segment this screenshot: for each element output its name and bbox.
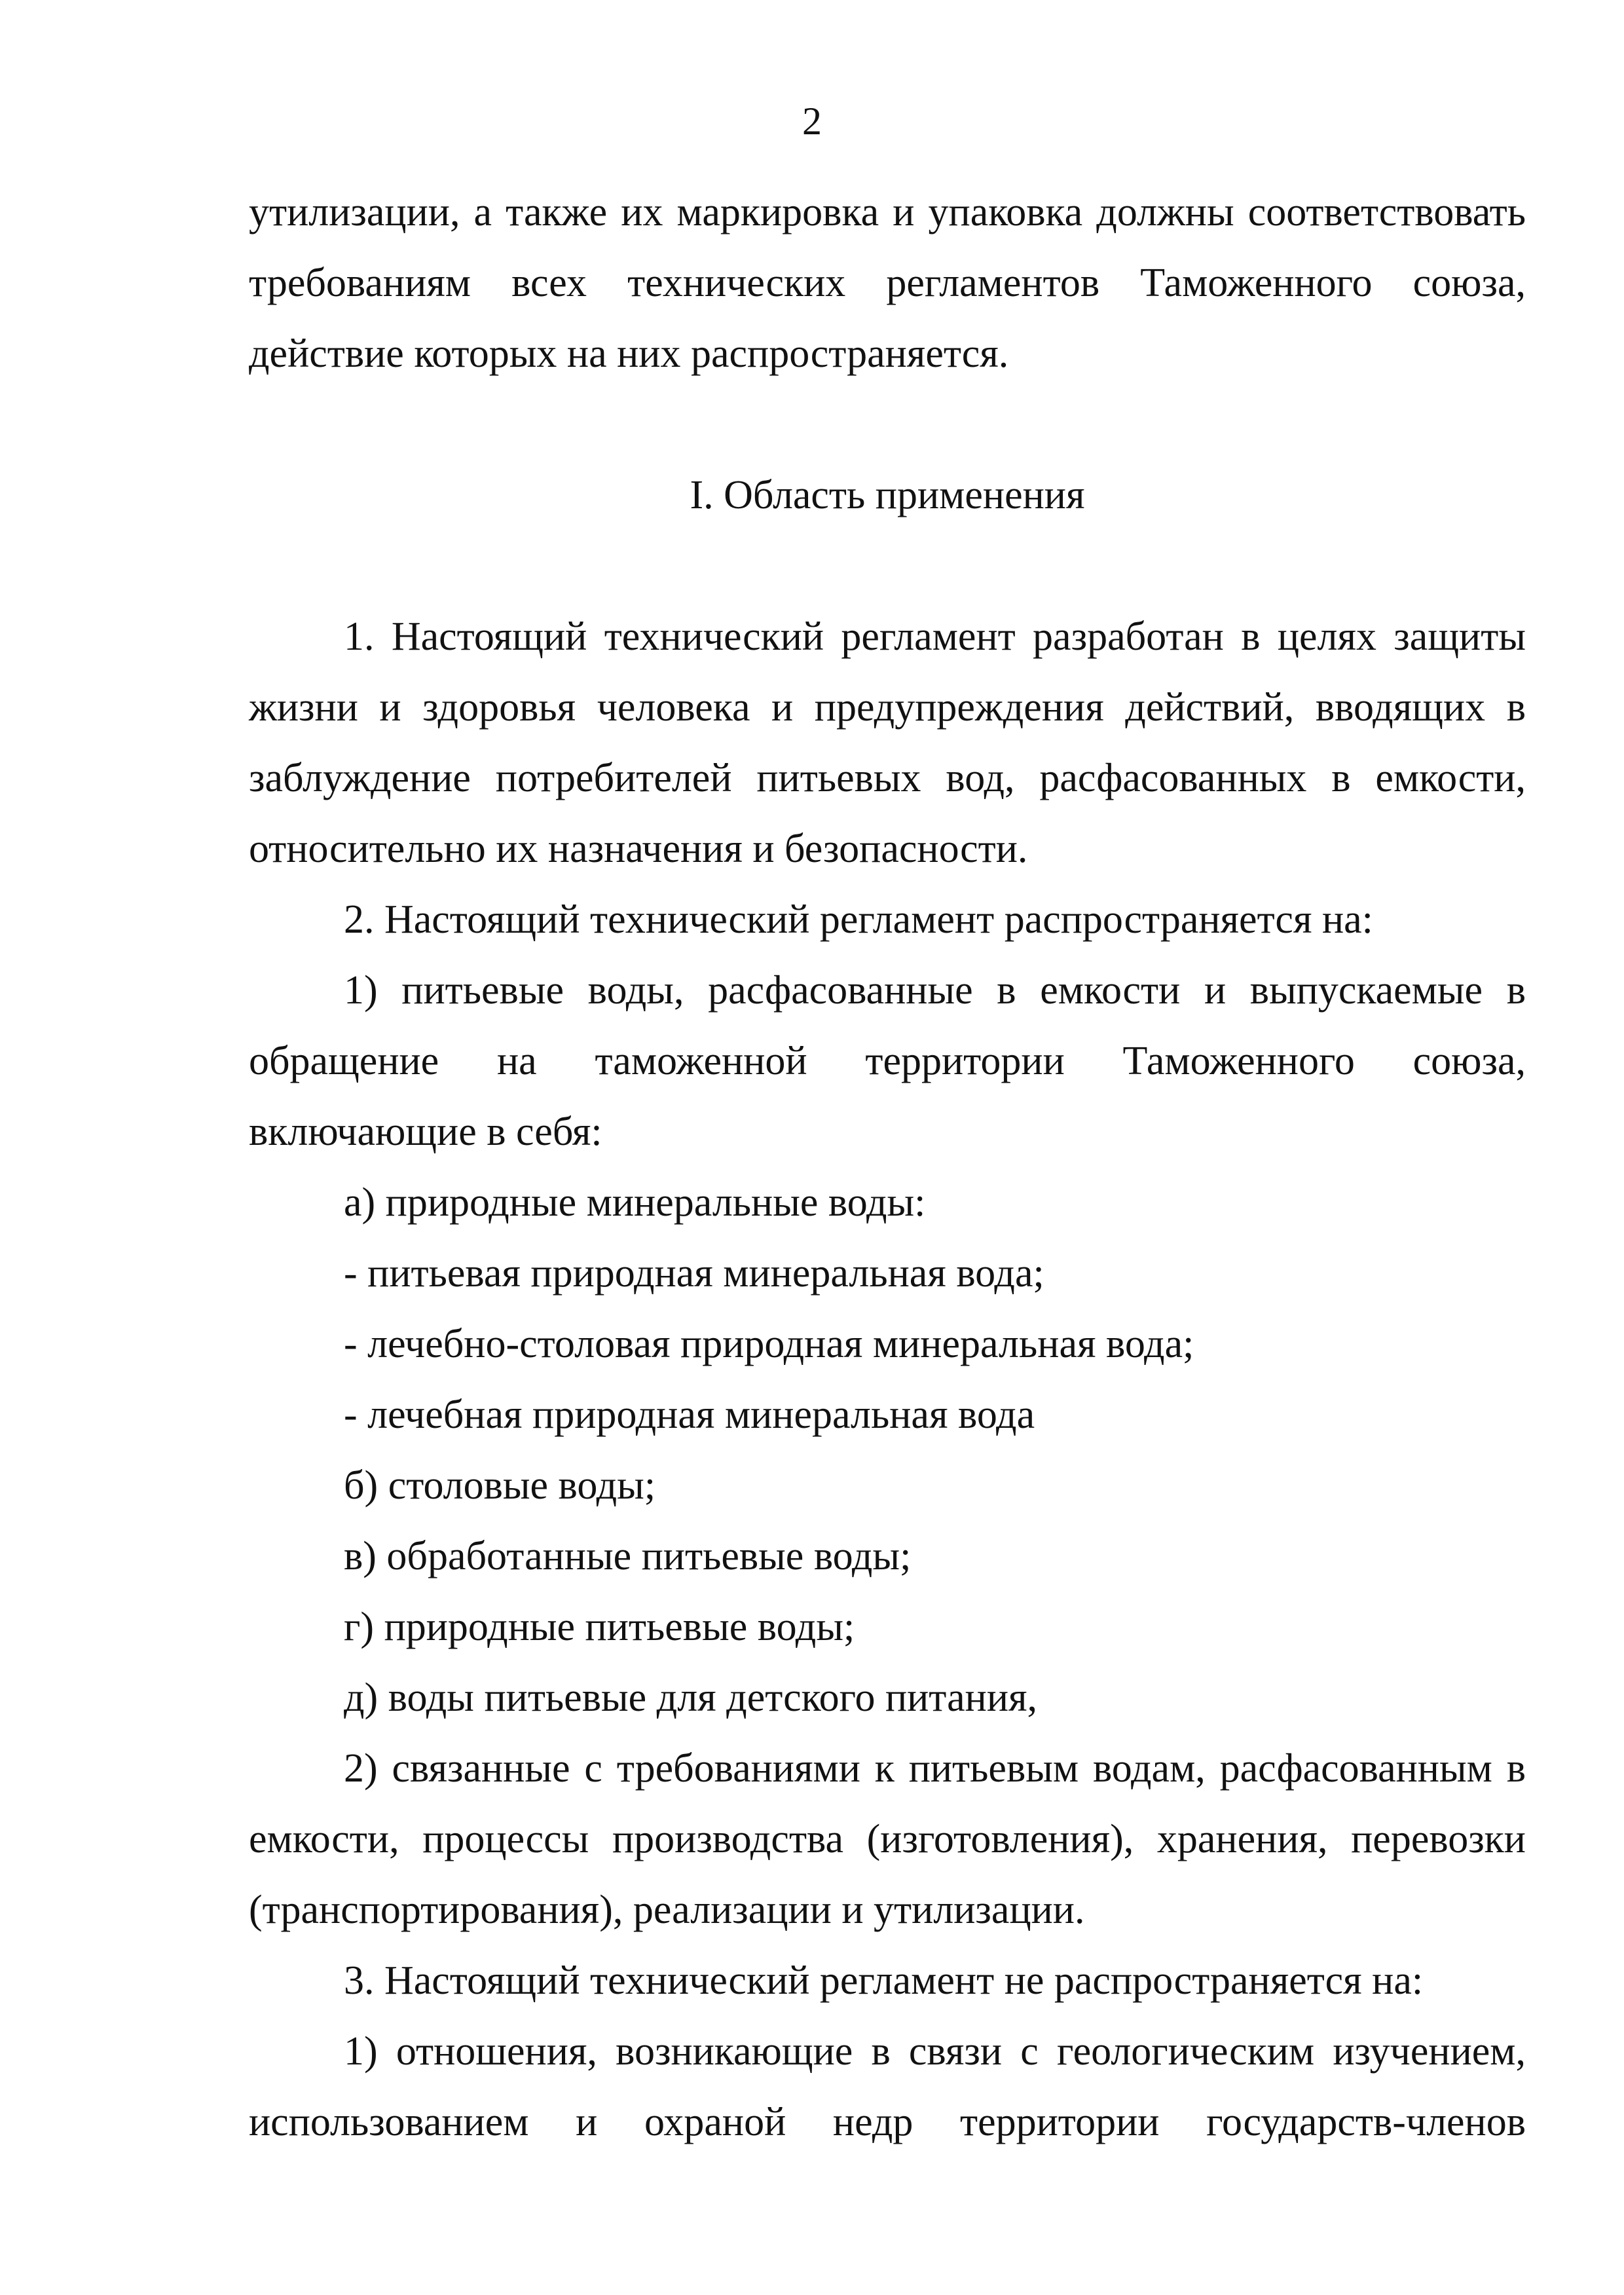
text-line: (транспортирования), реализации и утилизации. <box>249 1888 1085 1932</box>
list-item-2: 2) связанные с требованиями к питьевым водам, расфасованным в <box>344 1746 1526 1791</box>
list-item-1: 1) питьевые воды, расфасованные в емкости и выпускаемые в <box>344 968 1526 1013</box>
paragraph-2-start: 2. Настоящий технический регламент распространяется на: <box>344 897 1373 942</box>
sub-item-d: д) воды питьевые для детского питания, <box>344 1675 1038 1720</box>
text-line: утилизации, а также их маркировка и упаковка должны соответствовать <box>249 190 1526 234</box>
text-line: требованиям всех технических регламентов Таможенного союза, <box>249 261 1526 305</box>
text-line: включающие в себя: <box>249 1110 602 1154</box>
text-line: использованием и охраной недр территории государств-членов <box>249 2100 1526 2144</box>
dash-item: - лечебно-столовая природная минеральная вода; <box>344 1322 1194 1366</box>
text-line: обращение на таможенной территории Таможенного союза, <box>249 1039 1526 1083</box>
dash-item: - питьевая природная минеральная вода; <box>344 1251 1044 1296</box>
dash-item: - лечебная природная минеральная вода <box>344 1392 1035 1437</box>
text-line: жизни и здоровья человека и предупреждения действий, вводящих в <box>249 685 1526 730</box>
sub-item-v: в) обработанные питьевые воды; <box>344 1534 912 1578</box>
text-line: заблуждение потребителей питьевых вод, расфасованных в емкости, <box>249 756 1526 800</box>
text-line: относительно их назначения и безопасности. <box>249 827 1028 871</box>
list-item-1: 1) отношения, возникающие в связи с геологическим изучением, <box>344 2029 1526 2074</box>
page-number: 2 <box>802 100 822 143</box>
sub-item-g: г) природные питьевые воды; <box>344 1605 855 1649</box>
document-body <box>249 177 1526 2157</box>
text-line: действие которых на них распространяется. <box>249 331 1009 376</box>
sub-item-a: а) природные минеральные воды: <box>344 1180 926 1225</box>
paragraph-3-start: 3. Настоящий технический регламент не распространяется на: <box>344 1958 1424 2003</box>
section-heading: I. Область применения <box>690 473 1085 517</box>
paragraph-1-start: 1. Настоящий технический регламент разработан в целях защиты <box>344 614 1526 659</box>
text-line: емкости, процессы производства (изготовления), хранения, перевозки <box>249 1817 1526 1861</box>
sub-item-b: б) столовые воды; <box>344 1463 656 1508</box>
